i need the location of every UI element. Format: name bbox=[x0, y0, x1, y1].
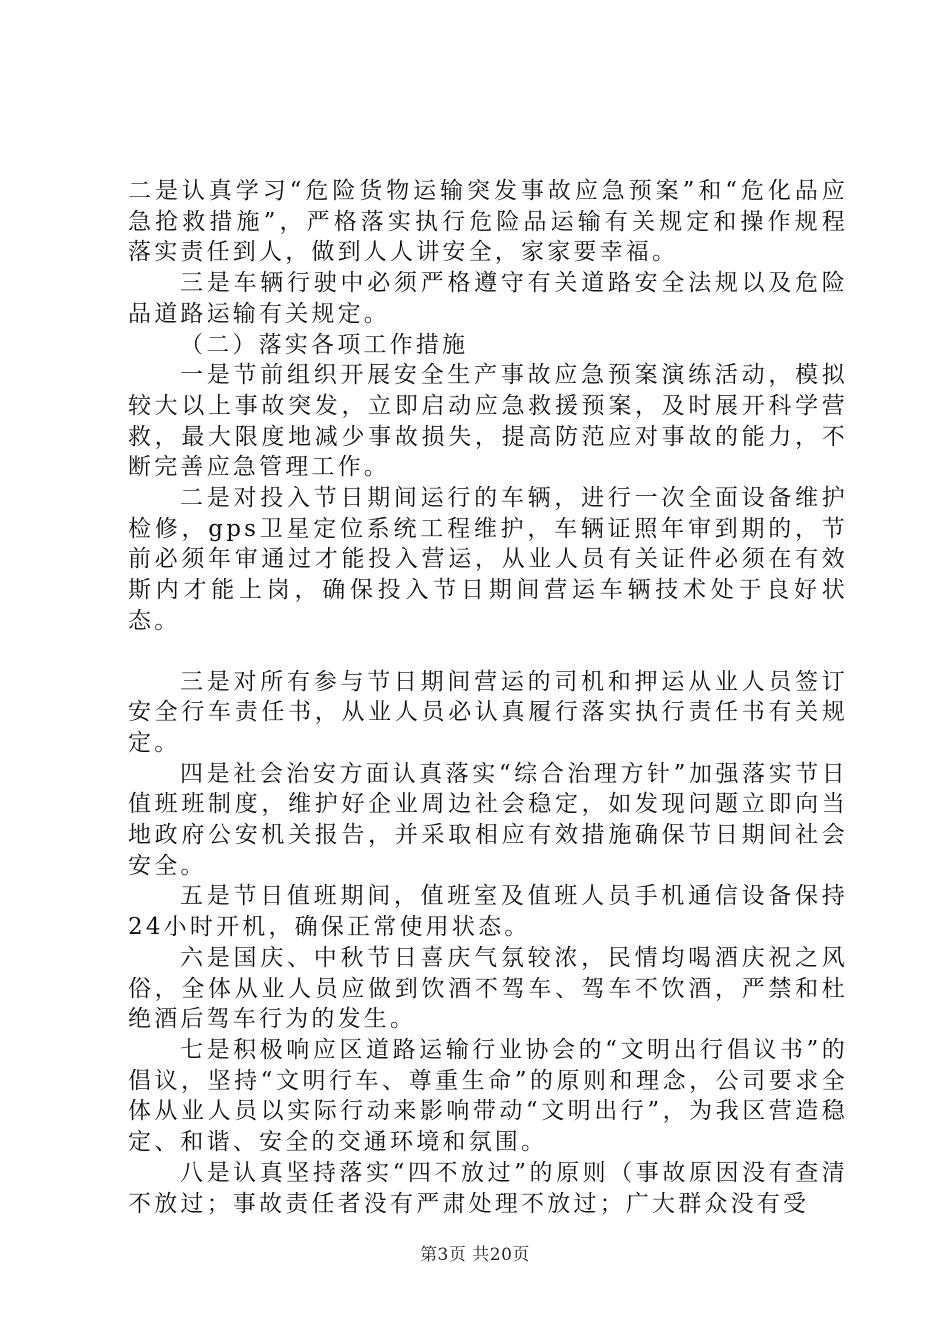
measure-2: 二是对投入节日期间运行的车辆，进行一次全面设备维护检修，gps卫星定位系统工程维护，车辆证照年审到期的，节前必须年审通过才能投入营运，从业人员有关证件必须在有效斯内才能上岗，确保投入节日期间营运车辆技术处于良好状态。 bbox=[128, 485, 848, 634]
measure-3: 三是对所有参与节日期间营运的司机和押运从业人员签订安全行车责任书，从业人员必认真履行落实执行责任书有关规定。 bbox=[128, 668, 848, 756]
measure-1: 一是节前组织开展安全生产事故应急预案演练活动，模拟较大以上事故突发，立即启动应急救援预案，及时展开科学营救，最大限度地减少事故损失，提高防范应对事故的能力，不断完善应急管理工作。 bbox=[128, 362, 848, 481]
section-heading: （二）落实各项工作措施 bbox=[180, 331, 469, 358]
paragraph-3: 三是车辆行驶中必须严格遵守有关道路安全法规以及危险品道路运输有关规定。 bbox=[128, 270, 848, 327]
measure-6: 六是国庆、中秋节日喜庆气氛较浓，民情均喝酒庆祝之风俗，全体从业人员应做到饮酒不驾车、驾车不饮酒，严禁和杜绝酒后驾车行为的发生。 bbox=[128, 944, 848, 1033]
page-number: 第3页 共20页 bbox=[420, 1245, 530, 1265]
measure-4: 四是社会治安方面认真落实“综合治理方针”加强落实节日值班班制度，维护好企业周边社会稳定，如发现问题立即向当地政府公安机关报告，并采取相应有效措施确保节日期间社会安全。 bbox=[128, 760, 848, 879]
document-body bbox=[128, 176, 848, 1219]
measure-7: 七是积极响应区道路运输行业协会的“文明出行倡议书”的倡议，坚持“文明行车、尊重生命”的原则和理念，公司要求全体从业人员以实际行动来影响带动“文明出行”，为我区营造稳定、和谐、安全的交通环境和氛围。 bbox=[128, 1036, 848, 1156]
measure-8: 八是认真坚持落实“四不放过”的原则（事故原因没有查清不放过；事故责任者没有严肃处理不放过；广大群众没有受 bbox=[128, 1159, 848, 1217]
measure-5: 五是节日值班期间，值班室及值班人员手机通信设备保持24小时开机，确保正常使用状态。 bbox=[128, 883, 848, 941]
paragraph-2: 二是认真学习“危险货物运输突发事故应急预案”和“危化品应急抢救措施”，严格落实执行危险品运输有关规定和操作规程落实责任到人，做到人人讲安全，家家要幸福。 bbox=[128, 178, 848, 266]
